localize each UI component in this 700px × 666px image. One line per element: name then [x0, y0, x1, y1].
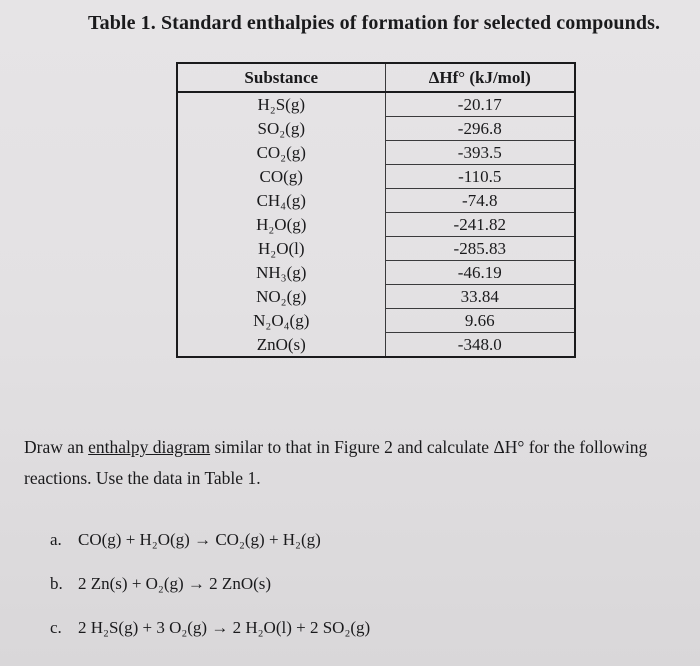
- enthalpy-cell: -20.17: [385, 92, 575, 117]
- reaction-equation: 2 H₂S(g) + 3 O₂(g) → 2 H₂O(l) + 2 SO₂(g): [78, 618, 371, 637]
- reaction-equation: CO(g) + H₂O(g) → CO₂(g) + H₂(g): [78, 530, 321, 549]
- header-enthalpy: ΔHf° (kJ/mol): [385, 63, 575, 92]
- enthalpy-cell: 9.66: [385, 309, 575, 333]
- reaction-b: [50, 574, 271, 594]
- substance-cell: H₂O(g): [177, 213, 385, 237]
- table-row: [177, 237, 575, 261]
- enthalpy-cell: 33.84: [385, 285, 575, 309]
- table-row: [177, 285, 575, 309]
- instructions-underlined-term: enthalpy diagram: [88, 437, 211, 457]
- instructions-lead: Draw an: [24, 437, 89, 457]
- substance-cell: NO₂(g): [177, 285, 385, 309]
- substance-cell: SO₂(g): [177, 117, 385, 141]
- substance-cell: H₂S(g): [177, 92, 385, 117]
- table-row: [177, 309, 575, 333]
- enthalpy-cell: -241.82: [385, 213, 575, 237]
- table-row: [177, 117, 575, 141]
- header-substance: Substance: [177, 63, 385, 92]
- substance-cell: H₂O(l): [177, 237, 385, 261]
- table-title: Table 1. Standard enthalpies of formation for selected compounds.: [88, 12, 661, 34]
- enthalpy-cell: -393.5: [385, 141, 575, 165]
- table-row: [177, 261, 575, 285]
- substance-cell: N₂O₄(g): [177, 309, 385, 333]
- reaction-c: [50, 618, 370, 638]
- table-row: [177, 213, 575, 237]
- enthalpy-cell: -110.5: [385, 165, 575, 189]
- table-row: [177, 165, 575, 189]
- reaction-equation: 2 Zn(s) + O₂(g) → 2 ZnO(s): [78, 574, 272, 593]
- enthalpy-cell: -74.8: [385, 189, 575, 213]
- instructions-paragraph: [24, 432, 692, 494]
- substance-cell: CO(g): [177, 165, 385, 189]
- substance-cell: CO₂(g): [177, 141, 385, 165]
- substance-cell: NH₃(g): [177, 261, 385, 285]
- table-row: [177, 141, 575, 165]
- substance-cell: CH₄(g): [177, 189, 385, 213]
- table-header-row: [177, 63, 575, 92]
- table-row: [177, 189, 575, 213]
- enthalpy-cell: -296.8: [385, 117, 575, 141]
- substance-cell: ZnO(s): [177, 333, 385, 358]
- table-row: [177, 92, 575, 117]
- reaction-label: a.: [50, 530, 62, 549]
- enthalpy-cell: -285.83: [385, 237, 575, 261]
- reaction-label: b.: [50, 574, 63, 593]
- reaction-a: [50, 530, 321, 550]
- enthalpy-table: [176, 62, 576, 358]
- enthalpy-cell: -46.19: [385, 261, 575, 285]
- table-row: [177, 333, 575, 358]
- instructions-rest: similar to that in Figure 2 and calculate ΔH° for the following reactions. Use the data in Table 1.: [24, 437, 648, 488]
- enthalpy-cell: -348.0: [385, 333, 575, 358]
- reaction-label: c.: [50, 618, 62, 637]
